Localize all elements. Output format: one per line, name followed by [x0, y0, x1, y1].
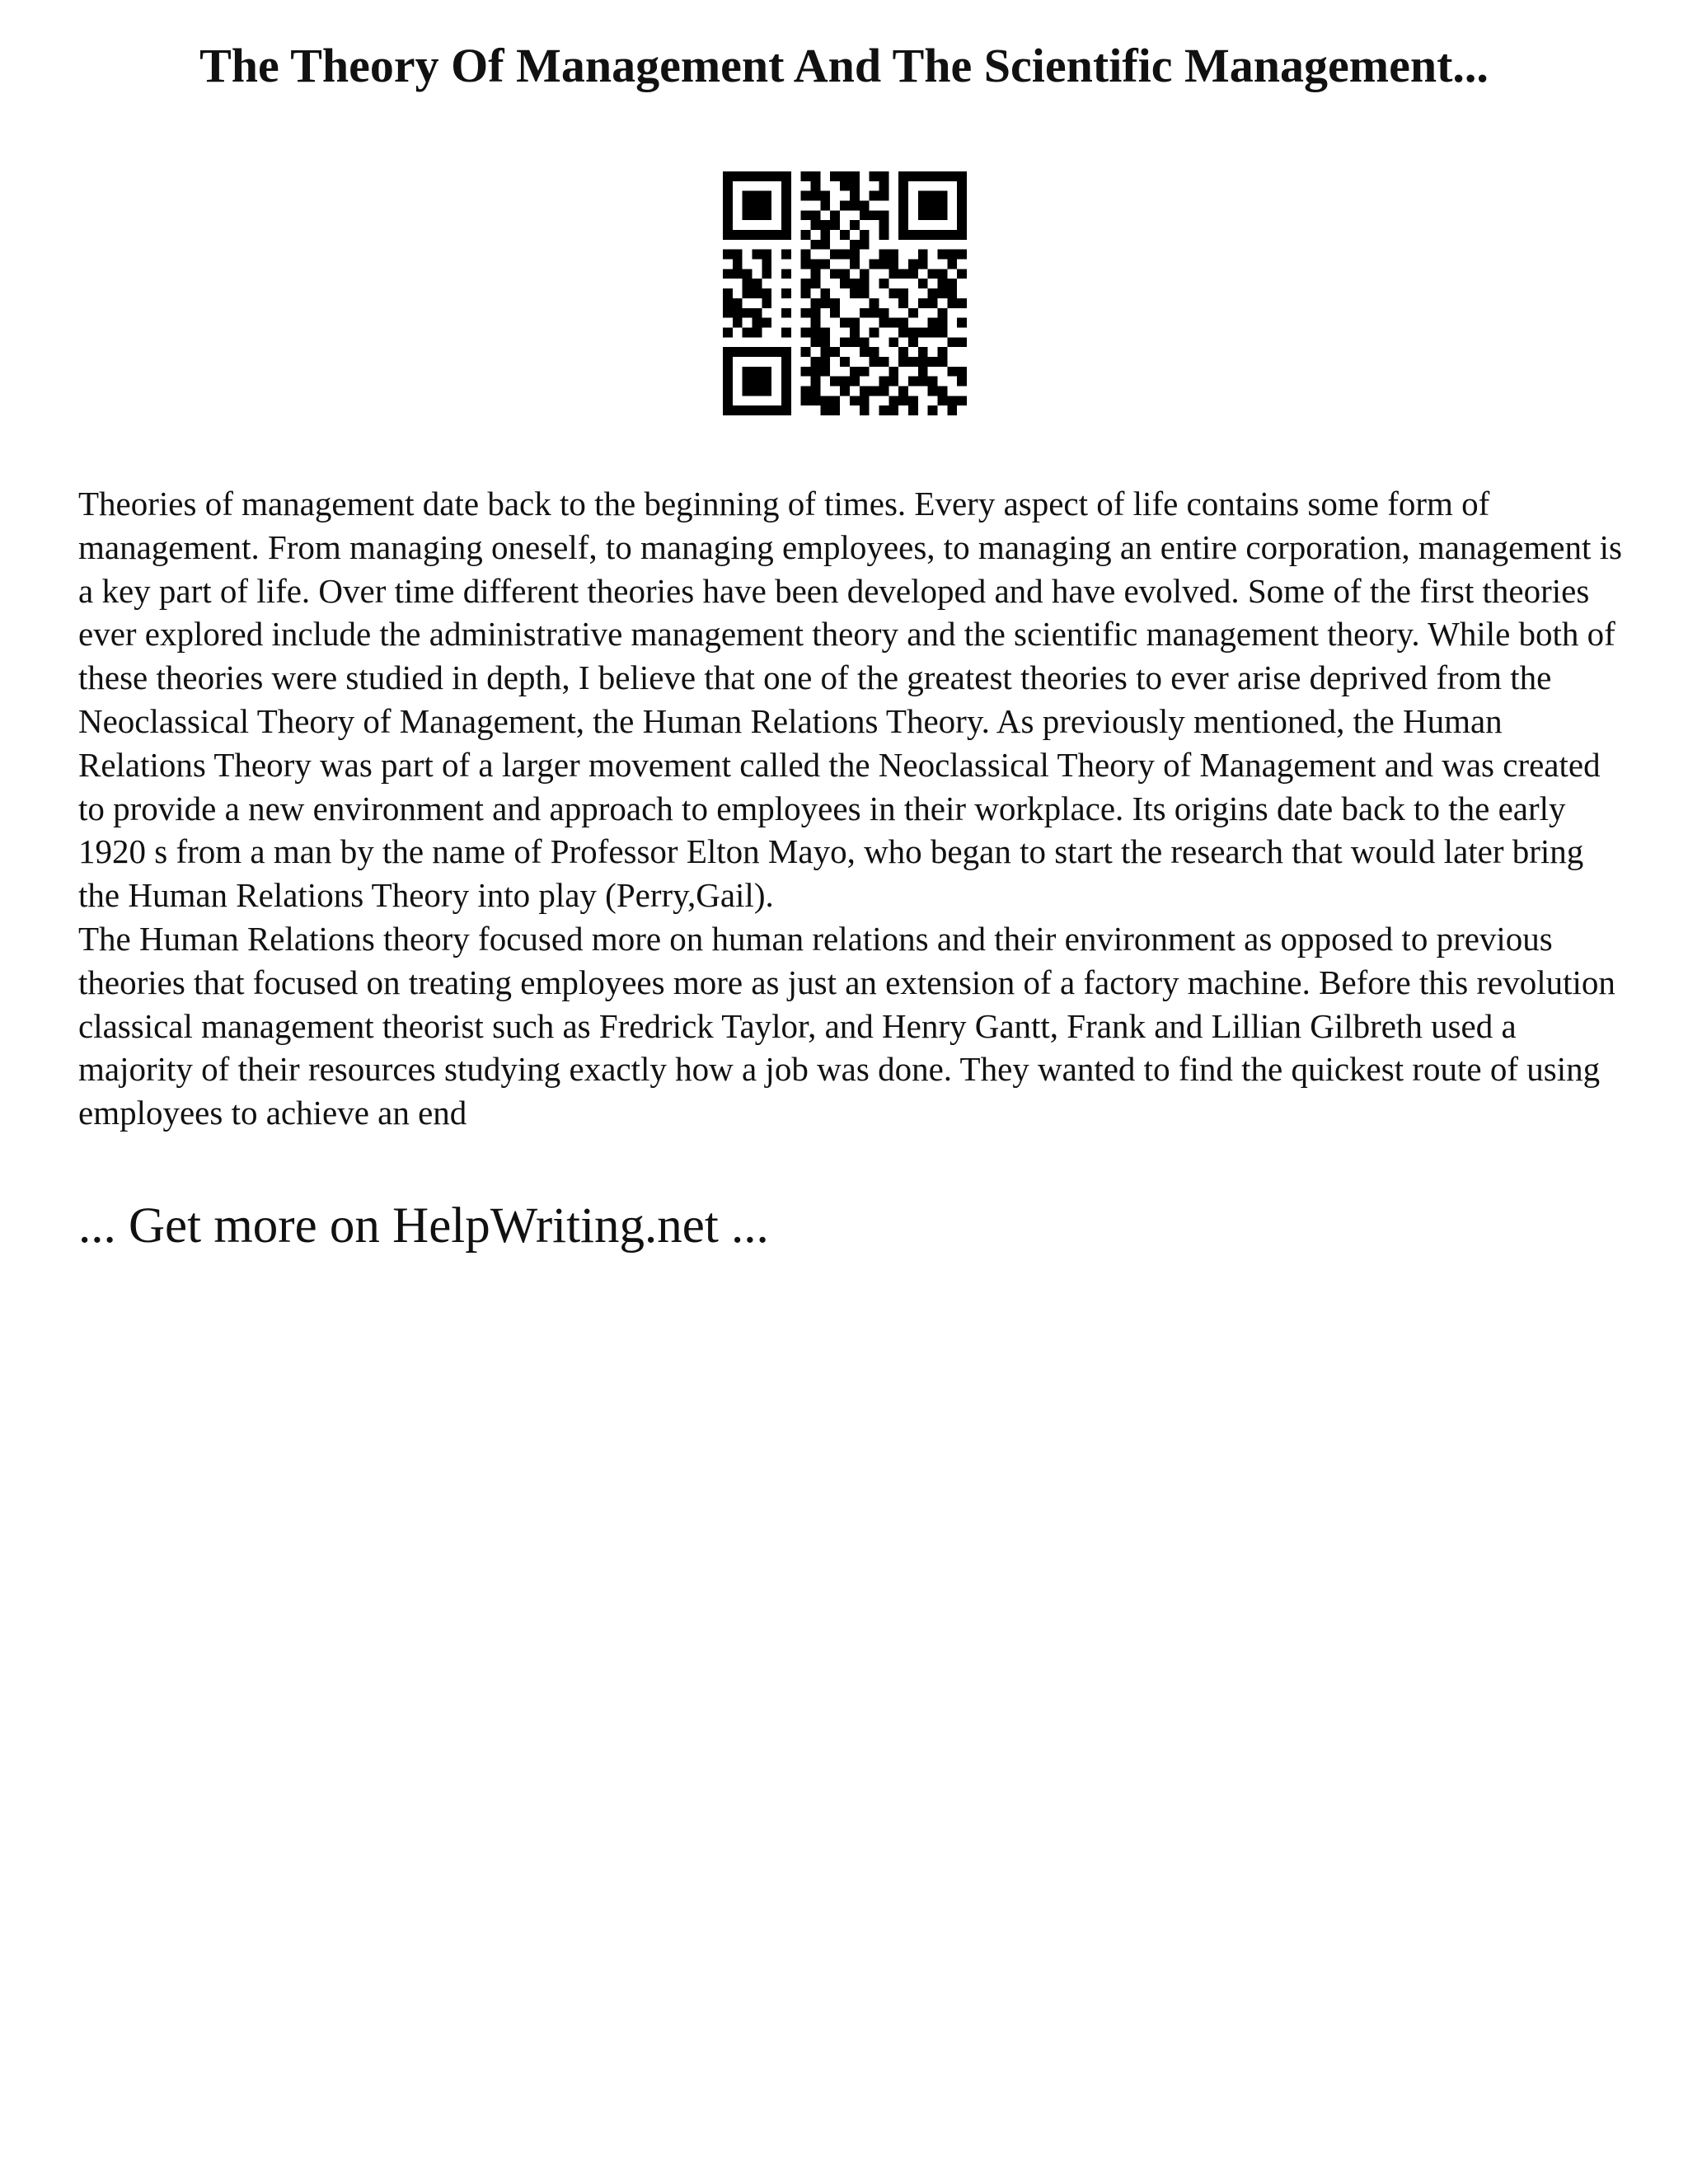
qr-code-icon	[723, 171, 967, 415]
get-more-link[interactable]: ... Get more on HelpWriting.net ...	[78, 1198, 769, 1254]
document-body	[78, 482, 1628, 1135]
document-title: The Theory Of Management And The Scientific Management...	[199, 39, 1489, 92]
qr-code-graphic	[723, 171, 967, 415]
body-paragraph: The Human Relations theory focused more on human relations and their environment as opposed to previous theories that focused on treating employees more as just an extension of a factory machine. Before this revolution classical management theorist such as Fredrick Taylor, and Henry Gantt, Frank and Lillian Gilbreth used a majority of their resources studying exactly how a job was done. They wanted to find the quickest route of using employees to achieve an end	[78, 919, 1615, 1132]
body-paragraph: Theories of management date back to the beginning of times. Every aspect of life contains some form of management. From managing oneself, to managing employees, to managing an entire corporation, management is a key part of life. Over time different theories have been developed and have evolved. Some of the first theories ever explored include the administrative management theory and the scientific management theory. While both of these theories were studied in depth, I believe that one of the greatest theories to ever arise deprived from the Neoclassical Theory of Management, the Human Relations Theory. As previously mentioned, the Human Relations Theory was part of a larger movement called the Neoclassical Theory of Management and was created to provide a new environment and approach to employees in their workplace. Its origins date back to the early 1920 s from a man by the name of Professor Elton Mayo, who began to start the research that would later bring the Human Relations Theory into play (Perry,Gail).	[78, 485, 1622, 915]
